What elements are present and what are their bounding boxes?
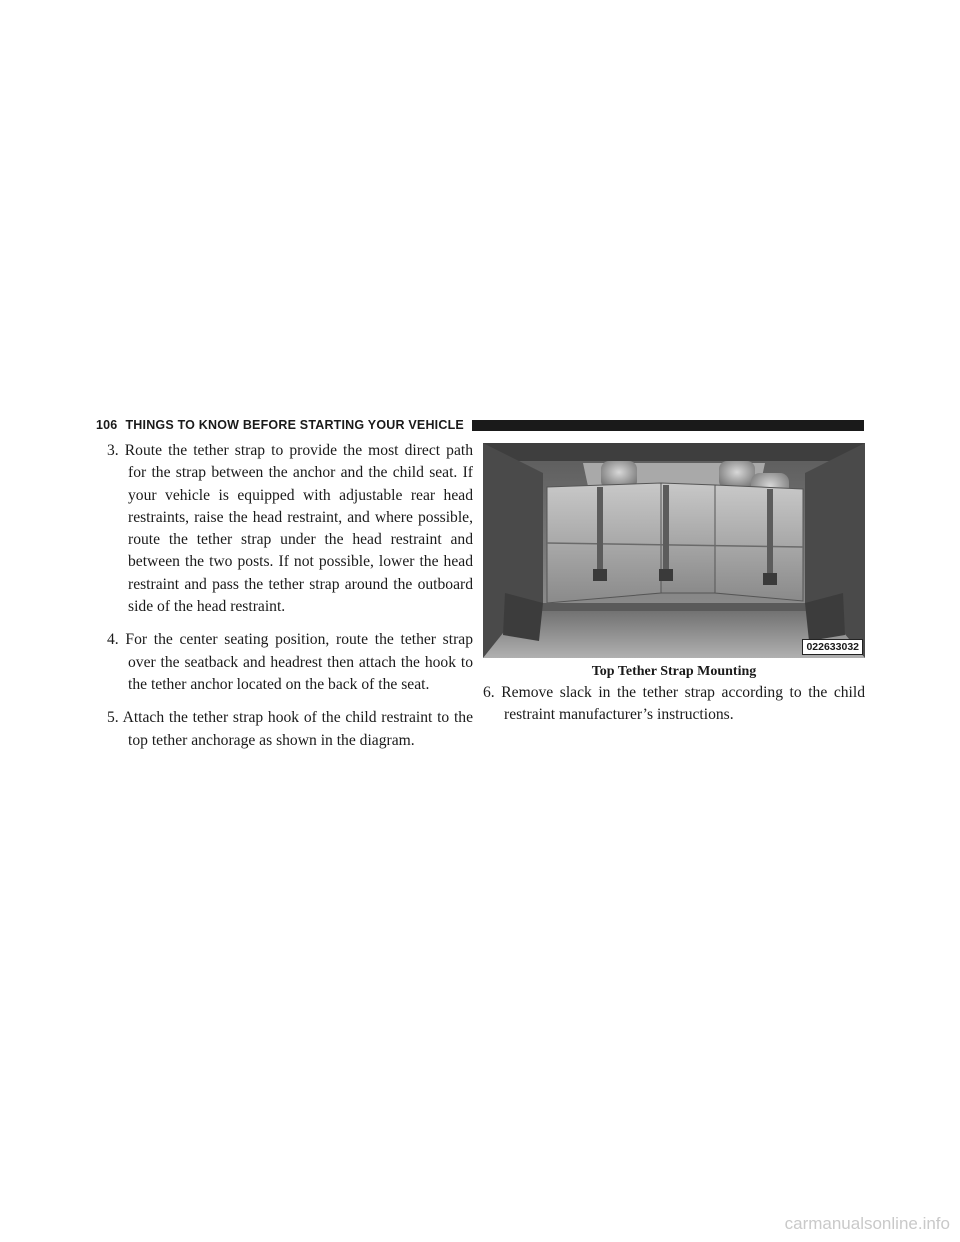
page-header: [96, 417, 864, 433]
cargo-area-figure: [483, 443, 865, 658]
cargo-area-rear-seat-illustration-icon: [483, 443, 865, 658]
left-column: [107, 440, 473, 763]
section-title: THINGS TO KNOW BEFORE STARTING YOUR VEHICLE: [125, 418, 464, 432]
page-number: 106: [96, 418, 118, 432]
figure-code: 022633032: [802, 639, 863, 655]
watermark: carmanualsonline.info: [784, 1214, 950, 1233]
figure-caption: Top Tether Strap Mounting: [591, 664, 757, 679]
step-3: 3. Route the tether strap to provide the most direct path for the strap between the anchor and the child seat. If your vehicle is equipped with adjustable rear head restraints, raise the head restraint, and where possible, route the tether strap under the head restraint and between the two posts. If not possible, lower the head restraint and pass the tether strap around the outboard side of the head restraint.: [107, 442, 473, 616]
step-5: 5. Attach the tether strap hook of the child restraint to the top tether anchorage as shown in the diagram.: [107, 709, 473, 749]
right-column: [483, 443, 865, 738]
header-rule: [472, 420, 864, 431]
step-6: 6. Remove slack in the tether strap according to the child restraint manufacturer’s instructions.: [483, 684, 865, 724]
step-4: 4. For the center seating position, route the tether strap over the seatback and headrest then attach the hook to the tether anchor located on the back of the seat.: [107, 631, 473, 693]
